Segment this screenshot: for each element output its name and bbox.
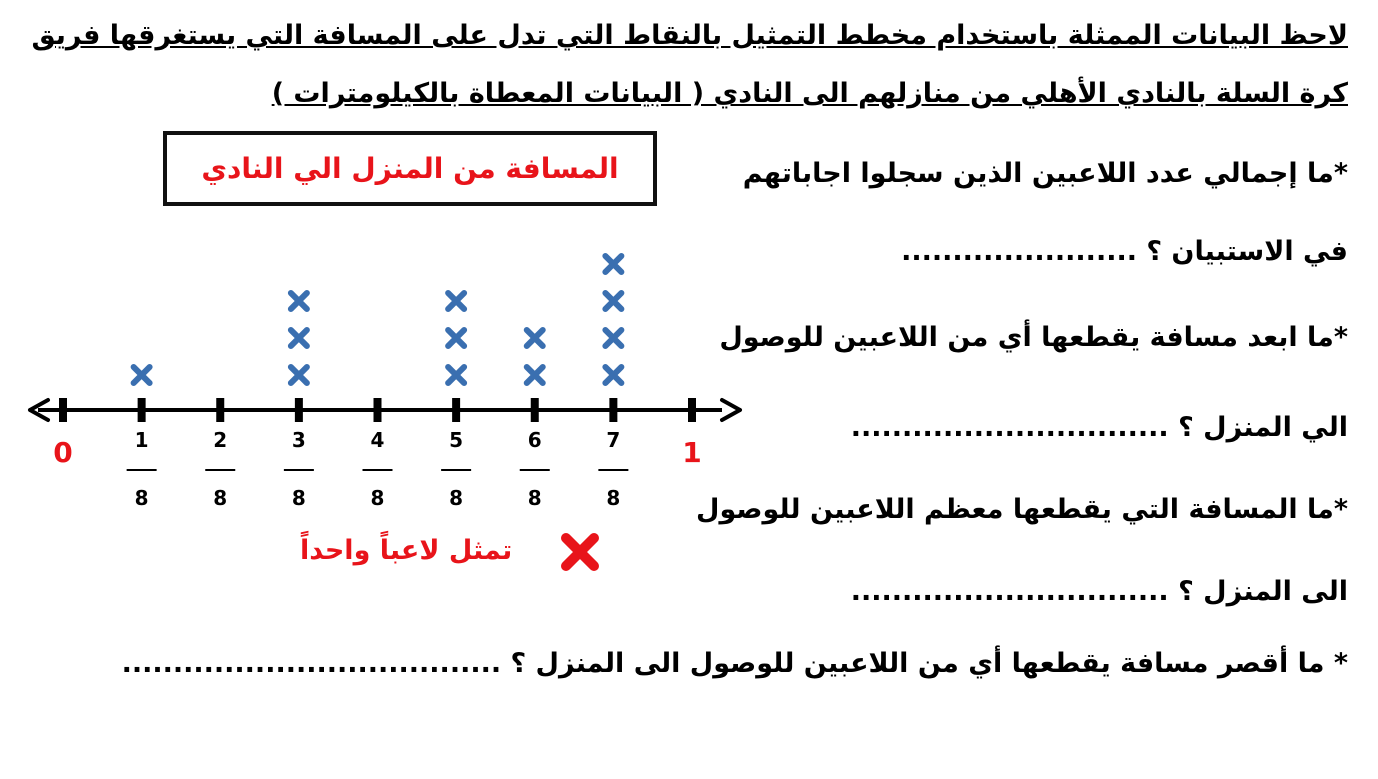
data-point-x-mark: [527, 330, 543, 346]
tick-numerator: 1: [134, 428, 149, 452]
data-point-x-mark: [527, 367, 543, 383]
question-4: * ما أقصر مسافة يقطعها أي من اللاعبين للوصول الى المنزل ؟ .....................................: [121, 648, 1348, 679]
data-point-x-mark: [291, 330, 307, 346]
question-1-line-1: *ما إجمالي عدد اللاعبين الذين سجلوا اجاباتهم: [742, 158, 1348, 189]
right-arrow-icon: [722, 400, 740, 420]
tick-numerator: 3: [291, 428, 306, 452]
legend-x-mark: [566, 538, 594, 566]
tick-denominator: 8: [134, 486, 149, 510]
data-point-x-mark: [291, 293, 307, 309]
question-2-line-2: الي المنزل ؟ ...............................: [850, 412, 1348, 443]
data-point-x-mark: [605, 256, 621, 272]
axis-end-label: 0: [53, 436, 73, 469]
question-3-line-2: الى المنزل ؟ ...............................: [850, 576, 1348, 607]
chart-title: المسافة من المنزل الي النادي: [201, 152, 619, 185]
tick-numerator: 7: [606, 428, 621, 452]
tick-denominator: 8: [606, 486, 621, 510]
axis-end-label: 1: [682, 436, 702, 469]
tick-denominator: 8: [213, 486, 228, 510]
intro-line-2: كرة السلة بالنادي الأهلي من منازلهم الى النادي ( البيانات المعطاة بالكيلومترات ): [271, 78, 1348, 109]
question-2-line-1: *ما ابعد مسافة يقطعها أي من اللاعبين للوصول: [719, 322, 1348, 353]
dot-plot: [0, 0, 760, 530]
data-point-x-mark: [605, 293, 621, 309]
tick-numerator: 4: [370, 428, 385, 452]
data-point-x-mark: [448, 367, 464, 383]
tick-numerator: 5: [449, 428, 464, 452]
data-point-x-mark: [605, 367, 621, 383]
legend-text: تمثل لاعباً واحداً: [300, 535, 513, 566]
tick-denominator: 8: [370, 486, 385, 510]
data-point-x-mark: [291, 367, 307, 383]
legend-x-icon: [558, 530, 602, 574]
tick-denominator: 8: [527, 486, 542, 510]
data-point-x-mark: [134, 367, 150, 383]
tick-denominator: 8: [291, 486, 306, 510]
data-point-x-mark: [448, 330, 464, 346]
intro-line-1: لاحظ البيانات الممثلة باستخدام مخطط التمثيل بالنقاط التي تدل على المسافة التي يستغرقها فريق: [31, 20, 1348, 51]
data-point-x-mark: [605, 330, 621, 346]
tick-denominator: 8: [449, 486, 464, 510]
data-point-x-mark: [448, 293, 464, 309]
tick-numerator: 2: [213, 428, 228, 452]
question-1-line-2: في الاستبيان ؟ .......................: [901, 236, 1348, 267]
tick-numerator: 6: [527, 428, 542, 452]
question-3-line-1: *ما المسافة التي يقطعها معظم اللاعبين للوصول: [696, 494, 1348, 525]
